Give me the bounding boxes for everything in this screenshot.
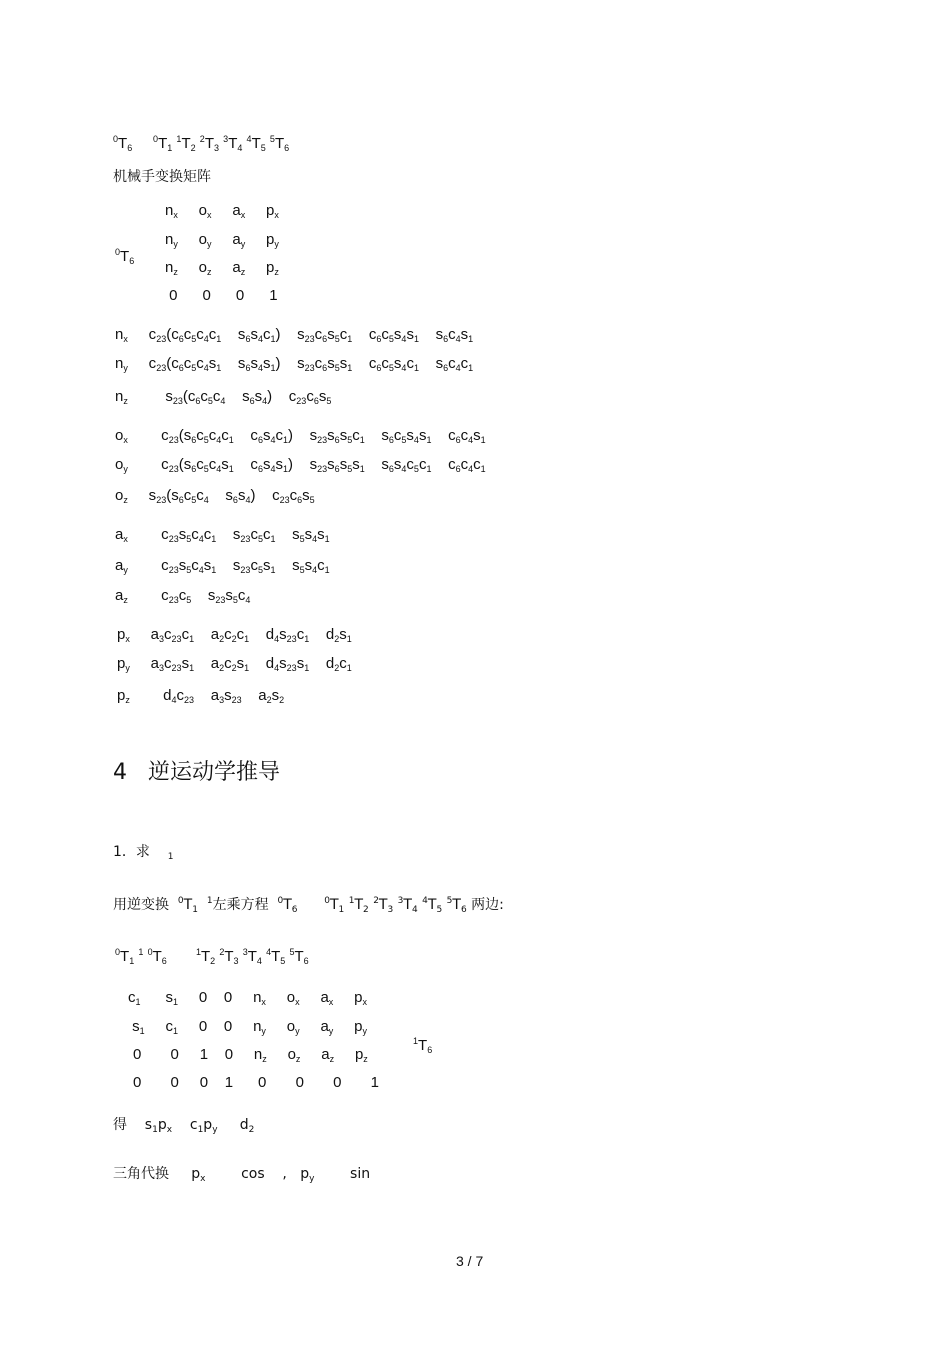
result-line: 得 $s_1p_x$ $c_1p_y$ $d_2$ (113, 1117, 255, 1135)
section-heading: 4 逆运动学推导 (113, 760, 280, 785)
matrix2-row: $c_1$ $s_1$ 0 0 $n_x$ $o_x$ $a_x$ $p_x$ (128, 989, 367, 1007)
matrix2-row: $s_1$ $c_1$ 0 0 $n_y$ $o_y$ $a_y$ $p_y$ (128, 1018, 367, 1036)
eq-ax: $a_x$ $c_{23}s_5c_4c_1$ $s_{23}c_5c_1$ $s_5s_4s_1$ (115, 526, 330, 544)
eq-ny: $n_y$ $c_{23}(c_6c_5c_4s_1$ $s_6s_4s_1$) $s_{23}c_6s_5s_1$ $c_6c_5s_4c_1$ $s_6c_4c_1$ (115, 355, 474, 373)
matrix-row: $n_x$ $o_x$ $a_x$ $p_x$ (165, 202, 279, 220)
matrix-row: 0 0 0 1 (165, 287, 278, 304)
label-transform-matrix: 机械手变换矩阵 (113, 169, 211, 185)
eq-py: $p_y$ $a_3c_{23}s_1$ $a_2c_2s_1$ $d_4s_{23}s_1$ $d_2c_1$ (117, 655, 352, 673)
eq-nz: $n_z$ $s_{23}(c_6c_5c_4$ $s_6s_4$) $c_{23}c_6s_5$ (115, 388, 332, 406)
eq-inverse: $^0T_1$ $^1$ $^0T_6$ $^1T_2$ $^2T_3$ $^3T_4$ $^4T_5$ $^5T_6$ (115, 947, 309, 966)
eq-oz: $o_z$ $s_{23}(s_6c_5c_4$ $s_6s_4$) $c_{23}c_6s_5$ (115, 487, 315, 505)
t06-label: $^0T_6$ (115, 247, 135, 266)
eq-t06-product: $^0T_6$ $^0T_1$ $^1T_2$ $^2T_3$ $^3T_4$ $^4T_5$ $^5T_6$ (113, 134, 290, 153)
matrix-row: $n_y$ $o_y$ $a_y$ $p_y$ (165, 231, 279, 249)
page-number: 3 / 7 (456, 1253, 484, 1269)
matrix2-row: 0 0 0 1 0 0 0 1 (133, 1074, 379, 1091)
trig-substitution-line: 三角代换 $p_x$ cos , $p_y$ sin (113, 1166, 371, 1184)
eq-nx: $n_x$ $c_{23}(c_6c_5c_4c_1$ $s_6s_4c_1$) $s_{23}c_6s_5c_1$ $c_6c_5s_4s_1$ $s_6c_4s_1$ (115, 326, 474, 344)
step-1: 1．求 $_1$ (113, 844, 174, 862)
eq-az: $a_z$ $c_{23}c_5$ $s_{23}s_5c_4$ (115, 587, 251, 605)
matrix-row: $n_z$ $o_z$ $a_z$ $p_z$ (165, 259, 279, 277)
eq-ox: $o_x$ $c_{23}(s_6c_5c_4c_1$ $c_6s_4c_1$) $s_{23}s_6s_5c_1$ $s_6c_5s_4s_1$ $c_6c_4s_1$ (115, 427, 486, 445)
inverse-transform-text: 用逆变换 $^0T_1$ $^1$左乘方程 $^0T_6$ $^0T_1$ $^1T_2$ $^2T_3$ $^3T_4$ $^4T_5$ $^5T_6$ 两边: (113, 896, 504, 915)
eq-pz: $p_z$ $d_4c_{23}$ $a_3s_{23}$ $a_2s_2$ (117, 687, 285, 705)
eq-px: $p_x$ $a_3c_{23}c_1$ $a_2c_2c_1$ $d_4s_{23}c_1$ $d_2s_1$ (117, 626, 352, 644)
matrix2-row: 0 0 1 0 $n_z$ $o_z$ $a_z$ $p_z$ (133, 1046, 368, 1064)
eq-oy: $o_y$ $c_{23}(s_6c_5c_4s_1$ $c_6s_4s_1$) $s_{23}s_6s_5s_1$ $s_6s_4c_5c_1$ $c_6c_4c_1$ (115, 456, 486, 474)
t16-label: $^1T_6$ (413, 1036, 433, 1055)
eq-ay: $a_y$ $c_{23}s_5c_4s_1$ $s_{23}c_5s_1$ $s_5s_4c_1$ (115, 557, 330, 575)
